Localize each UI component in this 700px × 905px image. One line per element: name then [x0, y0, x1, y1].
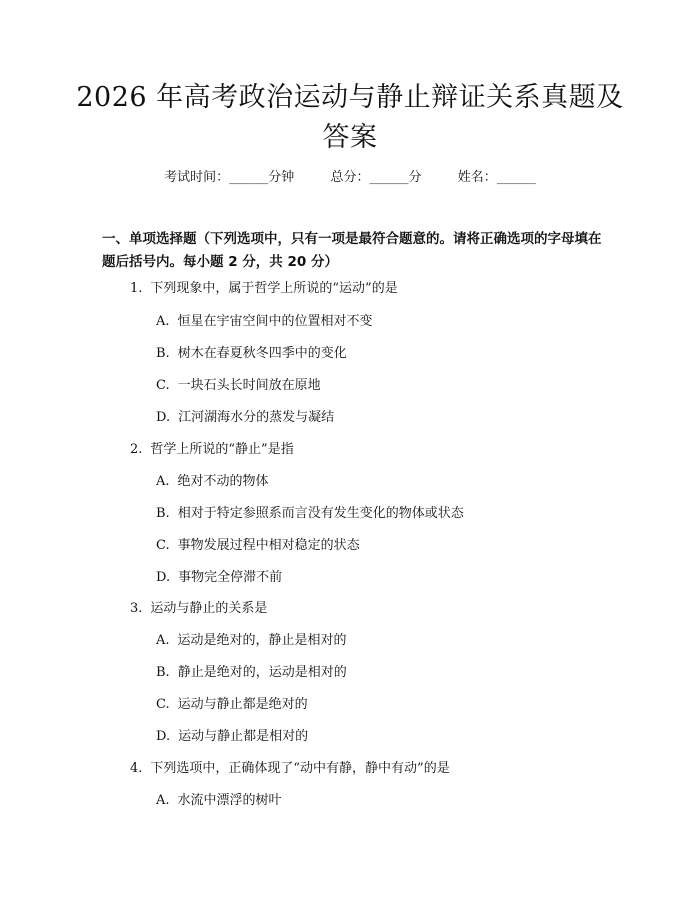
option-1a[interactable] [156, 313, 373, 331]
option-letter: C. [156, 538, 170, 553]
question-number: 1. [130, 281, 143, 296]
question-text: 哲学上所说的“静止”是指 [150, 442, 294, 457]
question-text: 下列选项中，正确体现了“动中有静，静中有动”的是 [150, 761, 450, 776]
option-text: 一块石头长时间放在原地 [177, 378, 321, 393]
option-letter: D. [156, 410, 171, 425]
name-blank[interactable]: ______ [496, 170, 536, 185]
option-text: 静止是绝对的，运动是相对的 [177, 665, 347, 680]
question-number: 4. [130, 761, 143, 776]
option-letter: D. [156, 729, 171, 744]
score-label: 总分： [330, 170, 370, 185]
question-number: 3. [130, 601, 143, 616]
option-3c[interactable] [156, 696, 308, 714]
title-line-2: 答案 [322, 122, 378, 153]
option-letter: B. [156, 346, 170, 361]
option-letter: A. [156, 633, 170, 648]
option-letter: D. [156, 570, 171, 585]
option-text: 事物发展过程中相对稳定的状态 [177, 538, 360, 553]
option-letter: C. [156, 697, 170, 712]
option-3b[interactable] [156, 664, 347, 682]
question-1 [130, 280, 398, 298]
option-letter: B. [156, 506, 170, 521]
time-label: 考试时间： [164, 170, 230, 185]
option-text: 运动是绝对的，静止是相对的 [177, 633, 347, 648]
question-number: 2. [130, 442, 143, 457]
option-2c[interactable] [156, 537, 360, 555]
option-1d[interactable] [156, 409, 334, 427]
title-line-1: 2026 年高考政治运动与静止辩证关系真题及 [76, 82, 624, 113]
option-letter: C. [156, 378, 170, 393]
option-text: 运动与静止都是相对的 [178, 729, 309, 744]
option-text: 相对于特定参照系而言没有发生变化的物体或状态 [177, 506, 464, 521]
question-3 [130, 600, 267, 618]
time-blank[interactable]: ______ [229, 170, 269, 185]
option-text: 江河湖海水分的蒸发与凝结 [178, 410, 335, 425]
score-blank[interactable]: ______ [369, 170, 409, 185]
option-letter: A. [156, 314, 170, 329]
name-label: 姓名： [457, 170, 497, 185]
option-text: 树木在春夏秋冬四季中的变化 [177, 346, 347, 361]
option-text: 水流中漂浮的树叶 [177, 793, 282, 808]
option-3a[interactable] [156, 632, 347, 650]
option-1c[interactable] [156, 377, 321, 395]
option-letter: A. [156, 793, 170, 808]
score-unit: 分 [408, 170, 422, 185]
option-text: 事物完全停滞不前 [178, 570, 283, 585]
option-2a[interactable] [156, 473, 269, 491]
question-4 [130, 760, 450, 778]
option-letter: B. [156, 665, 170, 680]
option-2d[interactable] [156, 569, 282, 587]
exam-title [70, 78, 630, 158]
exam-meta-row [0, 169, 700, 187]
option-text: 绝对不动的物体 [177, 474, 269, 489]
option-4a[interactable] [156, 792, 282, 810]
option-letter: A. [156, 474, 170, 489]
option-1b[interactable] [156, 345, 347, 363]
question-2 [130, 441, 294, 459]
option-3d[interactable] [156, 728, 308, 746]
question-text: 下列现象中，属于哲学上所说的“运动”的是 [150, 281, 398, 296]
section-heading: 一、单项选择题（下列选项中，只有一项是最符合题意的。请将正确选项的字母填在题后括号内。每小题 2 分，共 20 分） [102, 231, 602, 270]
option-text: 运动与静止都是绝对的 [177, 697, 308, 712]
time-unit: 分钟 [268, 170, 295, 185]
option-text: 恒星在宇宙空间中的位置相对不变 [177, 314, 373, 329]
question-text: 运动与静止的关系是 [150, 601, 268, 616]
option-2b[interactable] [156, 505, 464, 523]
